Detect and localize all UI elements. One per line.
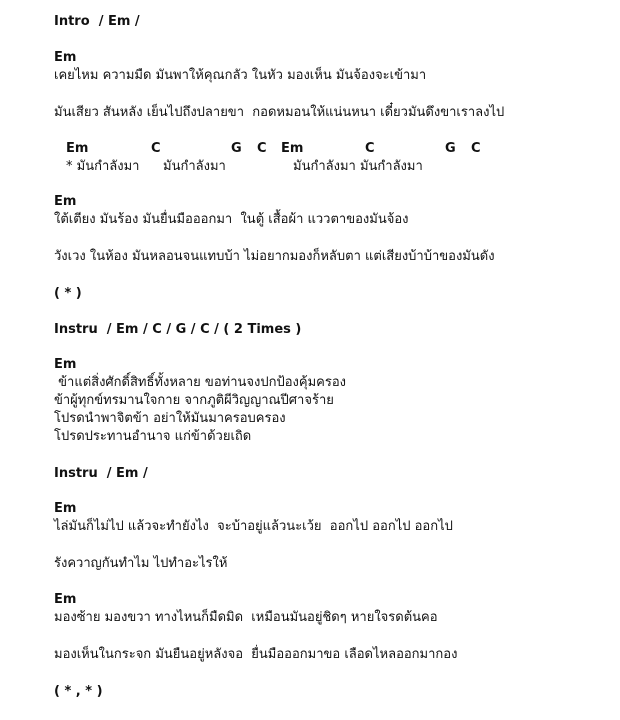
verse1-lyric-2: มันเสียว สันหลัง เย็นไปถึงปลายขา กอดหมอนให้แน่นหนา เดี๋ยวมันดึงขาเราลงไป [54, 105, 505, 120]
chorus-lyric: มันกำลังมา มันกำลังมา [293, 159, 423, 174]
verse4-lyric-2: มองเห็นในกระจก มันยืนอยู่หลังจอ ยื่นมือออกมาขอ เลือดไหลออกมากอง [54, 647, 458, 662]
chorus-chord: C [257, 141, 267, 156]
verse2-lyric-2: วังเวง ในห้อง มันหลอนจนแทบบ้า ไม่อยากมองก็หลับตา แต่เสียงบ้าบ้าของมันดัง [54, 249, 495, 264]
chorus-repeat-marker: ( * ) [54, 286, 82, 301]
chorus-chord: G [231, 141, 242, 156]
verse1-chord: Em [54, 50, 77, 65]
prayer-lyric-1: ข้าแต่สิ่งศักดิ์สิทธิ์ทั้งหลาย ขอท่านจงปกป้องคุ้มครอง [54, 375, 346, 390]
verse1-lyric-1: เคยไหม ความมืด มันพาให้คุณกลัว ในหัว มองเห็น มันจ้องจะเข้ามา [54, 68, 427, 83]
chorus-lyric: * มันกำลังมา [66, 159, 140, 174]
prayer-lyric-4: โปรดประทานอำนาจ แก่ข้าด้วยเถิด [54, 429, 252, 444]
final-repeat-marker: ( * , * ) [54, 684, 103, 699]
prayer-lyric-3: โปรดนำพาจิตข้า อย่าให้มันมาครอบครอง [54, 411, 286, 426]
verse3-chord: Em [54, 501, 77, 516]
chorus-chord: Em [66, 141, 89, 156]
chorus-chord: C [365, 141, 375, 156]
chorus-chord: G [445, 141, 456, 156]
chorus-chord: Em [281, 141, 304, 156]
instrumental-line: Instru / Em / C / G / C / ( 2 Times ) [54, 322, 302, 337]
verse2-chord: Em [54, 194, 77, 209]
verse4-lyric-1: มองซ้าย มองขวา ทางไหนก็มืดมิด เหมือนมันอยู่ชิดๆ หายใจรดต้นคอ [54, 610, 438, 625]
prayer-chord: Em [54, 357, 77, 372]
verse4-chord: Em [54, 592, 77, 607]
instrumental-line-2: Instru / Em / [54, 466, 148, 481]
verse3-lyric-2: รังควาญกันทำไม ไปทำอะไรให้ [54, 556, 228, 571]
verse2-lyric-1: ใต้เตียง มันร้อง มันยื่นมือออกมา ในตู้ เสื้อผ้า แววตาของมันจ้อง [54, 212, 409, 227]
prayer-lyric-2: ข้าผู้ทุกข์ทรมานใจกาย จากภูติผีวิญญาณปีศาจร้าย [54, 393, 334, 408]
chorus-chord: C [471, 141, 481, 156]
chorus-chord: C [151, 141, 161, 156]
chorus-lyric: มันกำลังมา [163, 159, 226, 174]
verse3-lyric-1: ไล่มันก็ไม่ไป แล้วจะทำยังไง จะบ้าอยู่แล้วนะเว้ย ออกไป ออกไป ออกไป [54, 519, 453, 534]
intro-line: Intro / Em / [54, 14, 140, 29]
